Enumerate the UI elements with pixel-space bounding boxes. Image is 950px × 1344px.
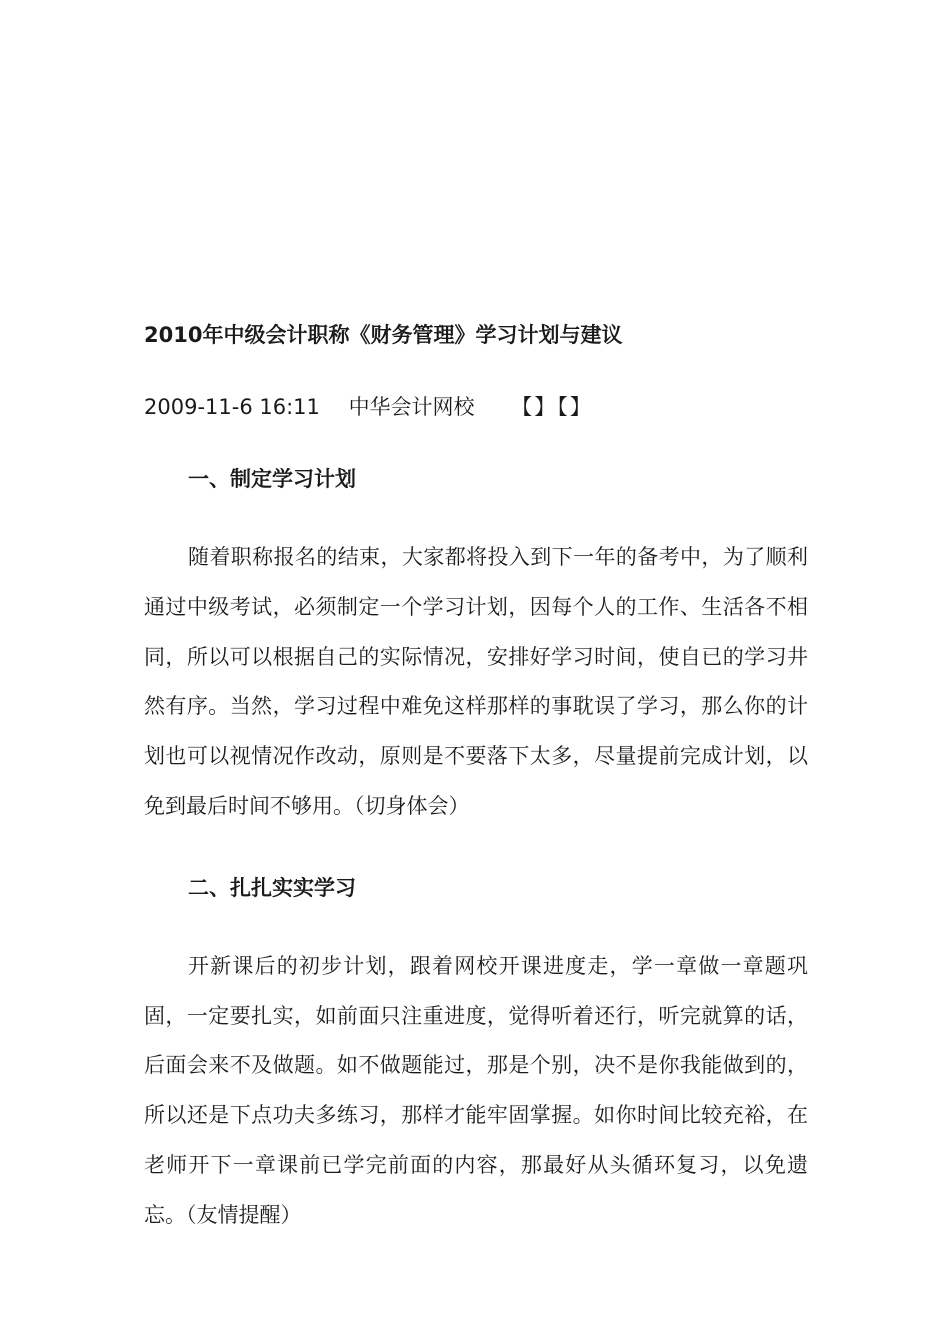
publish-date: 2009-11-6 16:11 xyxy=(144,395,320,419)
article-title: 2010年中级会计职称《财务管理》学习计划与建议 xyxy=(144,323,623,347)
article-meta xyxy=(144,390,808,424)
article xyxy=(144,318,808,1262)
section-paragraph-1: 随着职称报名的结束，大家都将投入到下一年的备考中，为了顺利通过中级考试，必须制定一个学习计划，因每个人的工作、生活各不相同，所以可以根据自己的实际情况，安排好学习时间，使自已的学习井然有序。当然，学习过程中难免这样那样的事耽误了学习，那么你的计划也可以视情况作改动，原则是不要落下太多，尽量提前完成计划，以免到最后时间不够用。（切身体会） xyxy=(144,545,808,818)
article-source: 中华会计网校 xyxy=(348,395,475,419)
section-heading-2: 二、扎扎实实学习 xyxy=(188,875,356,900)
section-paragraph-2: 开新课后的初步计划，跟着网校开课进度走，学一章做一章题巩固，一定要扎实，如前面只注重进度，觉得听着还行，听完就算的话，后面会来不及做题。如不做题能过，那是个别，决不是你我能做到的，所以还是下点功夫多练习，那样才能牢固掌握。如你时间比较充裕，在老师开下一章课前已学完前面的内容，那最好从头循环复习，以免遗忘。（友情提醒） xyxy=(144,953,808,1227)
action-brackets[interactable]: 【】【】 xyxy=(511,395,593,419)
section-heading-1: 一、制定学习计划 xyxy=(188,467,356,491)
